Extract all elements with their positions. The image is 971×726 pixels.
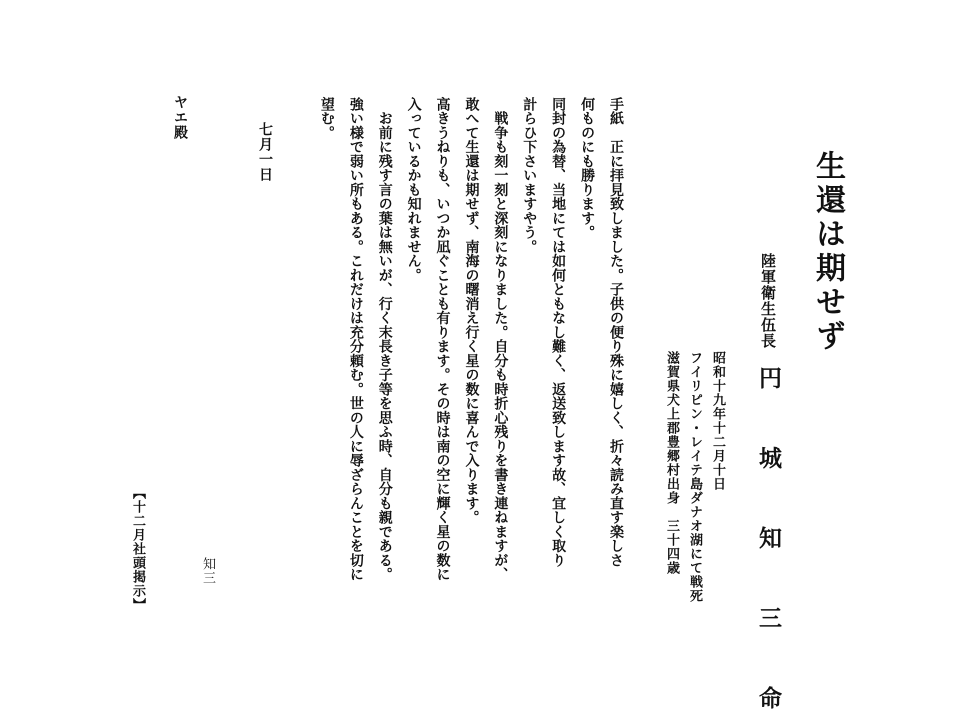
letter-line: 何ものにも勝ります。 — [579, 97, 596, 240]
author-details — [660, 351, 729, 603]
author-rank: 陸軍衛生伍長 — [759, 253, 777, 349]
author-name: 円 城 知 三 命 — [755, 366, 782, 726]
letter-line: 敢へて生還は期せず、南海の曙消え行く星の数に喜んで入ります。 — [463, 97, 480, 525]
origin-age: 滋賀県犬上郡豊郷村出身 三十四歳 — [664, 351, 679, 575]
letter-line: 戦争も刻一刻と深刻になりました。自分も時折心残りを書き連ねますが、 — [492, 97, 509, 582]
letter-body — [312, 97, 630, 582]
letter-signature: 知三 — [200, 557, 215, 585]
letter-date: 七月一日 — [257, 122, 273, 182]
letter-line: 手紙 正に拝見致しました。子供の便り殊に嬉しく、折々読み直す楽しさ — [607, 97, 624, 568]
letter-line: 強い様で弱い所もある。これだけは充分頼む。世の人に辱ざらんことを切に — [347, 97, 364, 582]
letter-line: 計らひ下さいますやう。 — [521, 97, 538, 254]
letter-line: 高きうねりも、いつか凪ぐことも有ります。その時は南の空に輝く星の数に — [434, 97, 451, 582]
page-title: 生還は期せず — [810, 150, 845, 354]
posting-notice: 【十二月社頭掲示】 — [130, 486, 145, 612]
letter-line: お前に残す言の葉は無いが、行く末長き子等を思ふ時、自分も親である。 — [376, 97, 393, 582]
letter-addressee: ヤエ殿 — [172, 95, 188, 140]
death-place: フイリピン・レイテ島ダナオ湖にて戦死 — [687, 351, 702, 603]
death-date: 昭和十九年十二月十日 — [710, 351, 725, 491]
letter-line: 入っているかも知れません。 — [405, 97, 422, 283]
letter-line: 望む。 — [318, 97, 335, 140]
letter-line: 同封の為替、当地にては如何ともなし難く、返送致します故、宜しく取り — [550, 97, 567, 568]
